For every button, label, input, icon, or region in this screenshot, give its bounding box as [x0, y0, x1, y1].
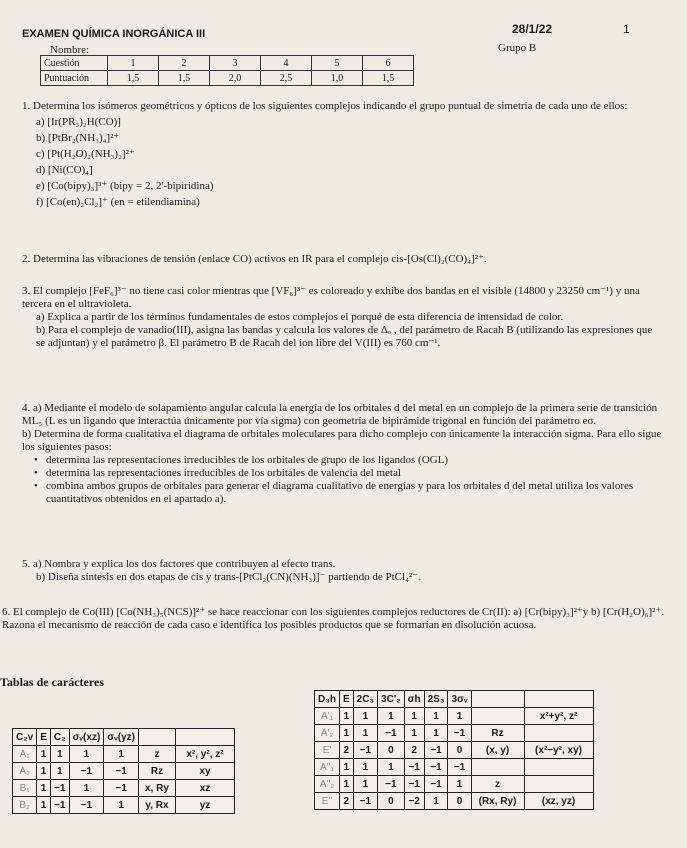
table-cell: −1	[448, 725, 471, 742]
table-cell: xy	[175, 763, 234, 780]
score-cell: 2,5	[261, 71, 312, 86]
table-cell: 1	[37, 780, 51, 797]
table-cell: 1	[424, 725, 448, 742]
table-row	[13, 780, 235, 797]
table-cell: 2	[339, 742, 353, 759]
score-cell: 5	[312, 56, 363, 71]
table-cell: −1	[404, 776, 424, 793]
table-cell	[524, 776, 593, 793]
score-cell: 1,0	[312, 71, 363, 86]
question-part: b) Diseña síntesis en dos etapas de cis y trans-[PtCl₂(CN)(NH₃)]⁻ partiendo de PtCl₄²⁻.	[36, 571, 421, 583]
table-row	[13, 763, 235, 780]
question-part: 4. a) Mediante el modelo de solapamiento angular calcula la energía de los orbitales d del metal en un complejo de la primera serie de transición ML₅ (L es un ligando que interactúa únicamente por vía sigma) con geometría de bipirámide trigonal en función del parámetro eσ.	[22, 402, 658, 427]
table-header-cell: E	[37, 729, 51, 746]
question-text: 2. Determina las vibraciones de tensión (enlace CO) activos en IR para el complejo cis-[Os(Cl)₂(CO)₄]²⁺.	[22, 253, 487, 265]
list-item: a) [Ir(PR₃)₂H(CO)]	[36, 116, 121, 128]
table-cell: −1	[378, 776, 405, 793]
table-header-cell: σᵥ(yz)	[104, 729, 139, 746]
table-cell: 1	[69, 780, 104, 797]
grupo-label: Grupo B	[498, 42, 537, 54]
question-4	[22, 402, 662, 506]
table-cell: 1	[378, 708, 405, 725]
table-cell: z	[138, 746, 175, 763]
list-item: • combina ambos grupos de orbitales para generar el diagrama cualitativo de energías y para los orbitales d del metal utiliza los valores cuantitativos obtenidos en el apartado a).	[22, 480, 662, 506]
table-cell: −1	[104, 780, 139, 797]
table-cell: 1	[353, 776, 377, 793]
table-cell: −1	[69, 797, 104, 814]
table-cell: A'₂	[315, 725, 340, 742]
table-header-cell: 2C₃	[353, 691, 377, 708]
table-cell: −1	[404, 759, 424, 776]
list-item: • determina las representaciones irreducibles de los orbitales de grupo de los ligandos (OGL)	[22, 454, 662, 467]
question-part: a) Explica a partir de los términos fundamentales de estos complejos el porqué de esta diferencia de intensidad de color.	[36, 311, 564, 323]
table-row	[315, 725, 594, 742]
table-row	[315, 793, 594, 810]
table-cell: −1	[50, 780, 69, 797]
score-cell: 2,0	[210, 71, 261, 86]
score-cell: 4	[261, 56, 312, 71]
d3h-character-table	[314, 690, 594, 810]
table-cell: 1	[378, 759, 405, 776]
table-header-cell: E	[339, 691, 353, 708]
page-number: 1	[623, 22, 630, 36]
list-item: f) [Co(en)₂Cl₂]⁺ (en = etilendiamina)	[36, 196, 200, 208]
table-cell: (x²−y², xy)	[524, 742, 593, 759]
table-cell: 1	[37, 763, 51, 780]
table-cell: −1	[424, 759, 448, 776]
question-part: b) Determina de forma cualitativa el diagrama de orbitales moleculares para dicho complejo con únicamente la interacción sigma. Para ello sigue los siguientes pasos:	[22, 428, 662, 453]
table-header-cell: C₂	[50, 729, 69, 746]
table-cell: −1	[50, 797, 69, 814]
table-cell: −1	[104, 763, 139, 780]
score-cell: 1,5	[363, 71, 414, 86]
table-header-cell: 3σᵥ	[448, 691, 471, 708]
tables-title: Tablas de carácteres	[0, 675, 104, 689]
table-cell: −1	[378, 725, 405, 742]
score-cell: 6	[363, 56, 414, 71]
table-header-cell	[138, 729, 175, 746]
list-item: • determina las representaciones irreducibles de los orbitales de valencia del metal	[22, 467, 662, 480]
table-header-cell: 3C'₂	[378, 691, 405, 708]
table-cell: 1	[404, 725, 424, 742]
table-cell: 1	[339, 776, 353, 793]
table-header-cell: 2S₃	[424, 691, 448, 708]
table-row	[315, 708, 594, 725]
table-cell: 1	[339, 725, 353, 742]
table-cell: −1	[448, 759, 471, 776]
table-row	[315, 742, 594, 759]
table-cell: −1	[424, 742, 448, 759]
score-cell: 2	[159, 56, 210, 71]
table-cell: A''₁	[315, 759, 340, 776]
table-cell: 1	[104, 797, 139, 814]
table-cell: E''	[315, 793, 340, 810]
table-header-cell: D₃h	[315, 691, 340, 708]
question-2	[22, 253, 662, 266]
score-cell: 3	[210, 56, 261, 71]
table-cell: 2	[339, 793, 353, 810]
table-header-cell	[175, 729, 234, 746]
table-cell: y, Rx	[138, 797, 175, 814]
table-cell: 1	[424, 793, 448, 810]
score-cell: 1	[108, 56, 159, 71]
table-cell: 1	[37, 797, 51, 814]
table-cell: −1	[353, 742, 377, 759]
table-cell: A''₂	[315, 776, 340, 793]
list-item: e) [Co(bipy)₃]³⁺ (bipy = 2, 2'-bipiridina)	[36, 180, 214, 192]
table-cell: 0	[378, 793, 405, 810]
list-item: c) [Pt(H₂O)₂(NH₃)₂]²⁺	[36, 148, 135, 160]
table-cell: x, Ry	[138, 780, 175, 797]
table-cell: Rz	[138, 763, 175, 780]
table-cell: xz	[175, 780, 234, 797]
table-cell: 1	[50, 763, 69, 780]
question-part: 5. a) Nombra y explica los dos factores que contribuyen al efecto trans.	[22, 558, 336, 570]
table-cell: x²+y², z²	[524, 708, 593, 725]
table-header-cell	[471, 691, 524, 708]
table-header-cell	[524, 691, 593, 708]
table-row	[315, 759, 594, 776]
table-cell: 1	[353, 759, 377, 776]
list-item: b) [PtBr₂(NH₃)₄]²⁺	[36, 132, 120, 144]
table-cell: 1	[69, 746, 104, 763]
table-cell: 1	[353, 708, 377, 725]
table-cell: (xz, yz)	[524, 793, 593, 810]
table-cell: 1	[448, 708, 471, 725]
table-cell: 0	[378, 742, 405, 759]
table-row	[315, 776, 594, 793]
table-header-cell: C₂v	[13, 729, 37, 746]
table-cell: 2	[404, 742, 424, 759]
question-6	[2, 606, 682, 632]
score-cell: 1,5	[159, 71, 210, 86]
table-cell	[524, 725, 593, 742]
score-row-label: Cuestión	[41, 56, 108, 71]
table-cell: Rz	[471, 725, 524, 742]
exam-date: 28/1/22	[512, 22, 553, 36]
table-cell: 0	[448, 793, 471, 810]
table-cell: A'₁	[315, 708, 340, 725]
table-cell: (x, y)	[471, 742, 524, 759]
table-row	[13, 746, 235, 763]
table-cell: 1	[353, 725, 377, 742]
table-cell: 1	[104, 746, 139, 763]
question-text: 6. El complejo de Co(III) [Co(NH₃)₅(NCS)]²⁺ se hace reaccionar con los siguientes complejos reductores de Cr(II): a) [Cr(bipy)₃]²⁺y b) [Cr(H₂O)₆]²⁺. Razona el mecanismo de reacción de cada caso e identifica los posibles productos que se formarían en disolución acuosa.	[2, 606, 664, 631]
question-text: 3. El complejo [FeF₆]³⁻ no tiene casi color mientras que [VF₆]³⁻ es coloreado y exhibe dos bandas en el visible (14800 y 23250 cm⁻¹) y una tercera en el ultravioleta.	[22, 285, 640, 310]
score-cell: 1,5	[108, 71, 159, 86]
question-1	[22, 100, 662, 209]
table-cell: yz	[175, 797, 234, 814]
c2v-character-table	[12, 728, 235, 814]
table-cell	[524, 759, 593, 776]
table-cell: B₁	[13, 780, 37, 797]
table-cell	[471, 708, 524, 725]
table-header-cell: σh	[404, 691, 424, 708]
table-cell: z	[471, 776, 524, 793]
table-row	[13, 797, 235, 814]
table-cell: B₂	[13, 797, 37, 814]
table-cell: 0	[448, 742, 471, 759]
table-cell: 1	[50, 746, 69, 763]
score-row-label: Puntuación	[41, 71, 108, 86]
question-part: b) Para el complejo de vanadio(III), asigna las bandas y calcula los valores de Δₒ , del parámetro de Racah B (utilizando las expresiones que se adjuntan) y el parámetro β. El parámetro B de Racah del ion libre del V(III) es 760 cm⁻¹.	[36, 324, 653, 349]
table-cell: 1	[339, 759, 353, 776]
nombre-label: Nombre:	[50, 44, 90, 56]
table-cell: A₁	[13, 746, 37, 763]
question-text: 1. Determina los isómeros geométricos y ópticos de los siguientes complejos indicando el grupo puntual de simetría de cada uno de ellos:	[22, 100, 628, 112]
table-cell: 1	[37, 746, 51, 763]
table-header-cell: σᵥ(xz)	[69, 729, 104, 746]
list-item: d) [Ni(CO)₄]	[36, 164, 93, 176]
table-cell: E'	[315, 742, 340, 759]
question-5	[22, 558, 662, 584]
table-cell: 1	[339, 708, 353, 725]
table-cell: 1	[448, 776, 471, 793]
table-cell: 1	[404, 708, 424, 725]
score-table	[40, 55, 414, 86]
table-cell: −1	[424, 776, 448, 793]
table-cell: A₂	[13, 763, 37, 780]
table-cell: (Rx, Ry)	[471, 793, 524, 810]
table-cell: −2	[404, 793, 424, 810]
table-cell: −1	[69, 763, 104, 780]
table-cell: 1	[424, 708, 448, 725]
exam-title: EXAMEN QUÍMICA INORGÁNICA III	[22, 28, 206, 40]
table-cell: x², y², z²	[175, 746, 234, 763]
question-3	[22, 285, 662, 350]
table-cell: −1	[353, 793, 377, 810]
table-cell	[471, 759, 524, 776]
